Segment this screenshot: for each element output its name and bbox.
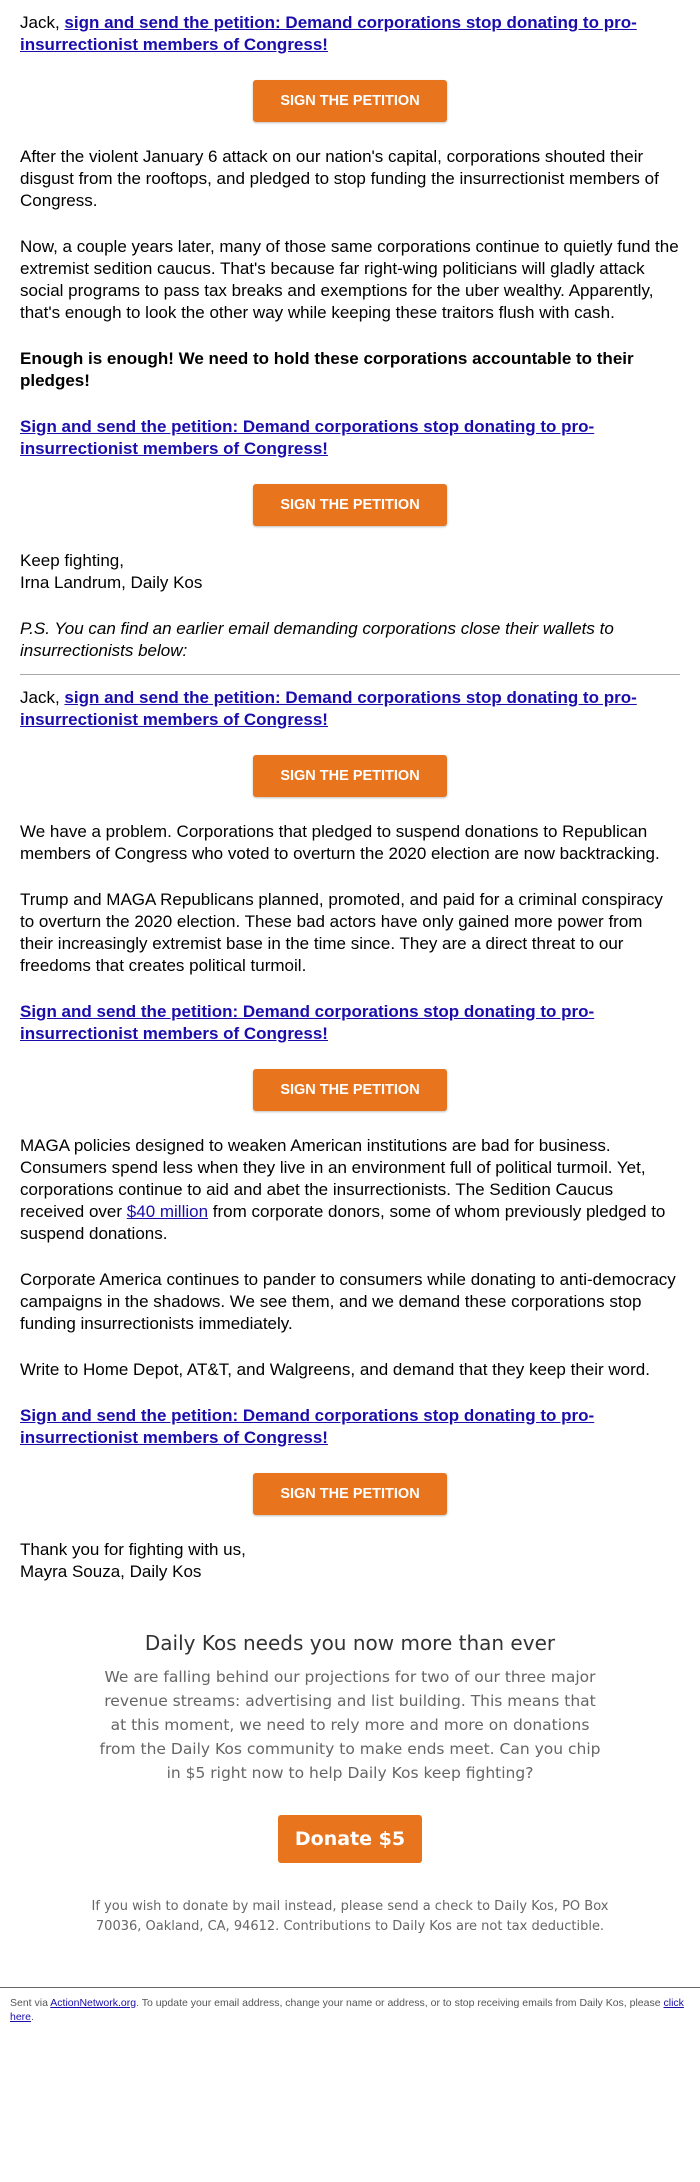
sign-petition-button-5[interactable]: SIGN THE PETITION [253, 1473, 447, 1515]
donate-button[interactable]: Donate $5 [278, 1815, 422, 1863]
sign-petition-button-3[interactable]: SIGN THE PETITION [253, 755, 447, 797]
paragraph: Write to Home Depot, AT&T, and Walgreens, and demand that they keep their word. [20, 1360, 650, 1379]
donation-appeal [20, 1631, 680, 1937]
paragraph-text: from corporate donors, some of whom previously pledged to suspend donations. [20, 1202, 666, 1243]
appeal-body: We are falling behind our projections for two of our three major revenue streams: advertising and list building. This means that at this moment, we need to rely more and more on donations from the Daily Kos community to make ends meet. Can you chip in $5 right now to help Daily Kos keep fighting? [99, 1668, 601, 1782]
footer-text: Sent via [10, 1997, 51, 2009]
greeting-line [20, 687, 680, 731]
footer [0, 1987, 700, 2032]
paragraph: Trump and MAGA Republicans planned, promoted, and paid for a criminal conspiracy to overturn the 2020 election. These bad actors have only gained more power from their increasingly extremist base in the time since. They are a direct threat to our freedoms that creates political turmoil. [20, 890, 663, 975]
email-body [20, 0, 680, 1937]
divider [20, 674, 680, 675]
footer-text: . [31, 2011, 34, 2023]
signoff-line: Keep fighting, [20, 551, 124, 570]
footer-text: . To update your email address, change your name or address, or to stop receiving emails from Daily Kos, please [136, 1997, 664, 2009]
signoff-line: Thank you for fighting with us, [20, 1540, 246, 1559]
petition-link-1[interactable]: sign and send the petition: Demand corporations stop donating to pro-insurrectionist members of Congress! [20, 13, 637, 54]
paragraph-text: MAGA policies designed to weaken American institutions are bad for business. Consumers spend less when they live in an environment full of political turmoil. Yet, corporations continue to aid and abet the insurrectionists. The Sedition Caucus received over [20, 1136, 646, 1221]
unsubscribe-link[interactable]: click here [10, 1997, 684, 2023]
paragraph [20, 1135, 680, 1245]
bold-callout: Enough is enough! We need to hold these corporations accountable to their pledges! [20, 349, 634, 390]
sign-petition-button-4[interactable]: SIGN THE PETITION [253, 1069, 447, 1111]
petition-link-5[interactable]: Sign and send the petition: Demand corporations stop donating to pro-insurrectionist members of Congress! [20, 1406, 595, 1447]
forty-million-link[interactable]: $40 million [126, 1202, 209, 1221]
signoff-name: Irna Landrum, Daily Kos [20, 573, 203, 592]
action-network-link[interactable]: ActionNetwork.org [50, 1997, 137, 2009]
signoff-name: Mayra Souza, Daily Kos [20, 1562, 202, 1581]
paragraph: Now, a couple years later, many of those same corporations continue to quietly fund the extremist sedition caucus. That's because far right-wing politicians will gladly attack social programs to pass tax breaks and exemptions for the uber wealthy. Apparently, that's enough to look the other way while keeping these traitors flush with cash. [20, 237, 679, 322]
paragraph: Corporate America continues to pander to consumers while donating to anti-democracy campaigns in the shadows. We see them, and we demand these corporations stop funding insurrectionists immediately. [20, 1270, 676, 1333]
paragraph: We have a problem. Corporations that pledged to suspend donations to Republican members of Congress who voted to overturn the 2020 election are now backtracking. [20, 822, 660, 863]
paragraph: After the violent January 6 attack on our nation's capital, corporations shouted their disgust from the rooftops, and pledged to stop funding the insurrectionist members of Congress. [20, 147, 659, 210]
appeal-title: Daily Kos needs you now more than ever [144, 1631, 556, 1655]
ps-note: P.S. You can find an earlier email demanding corporations close their wallets to insurrectionists below: [20, 619, 614, 660]
petition-link-3[interactable]: sign and send the petition: Demand corporations stop donating to pro-insurrectionist members of Congress! [20, 688, 637, 729]
greeting-line [20, 12, 680, 56]
greeting: Jack, [20, 13, 60, 32]
greeting: Jack, [20, 688, 60, 707]
petition-link-2[interactable]: Sign and send the petition: Demand corporations stop donating to pro-insurrectionist members of Congress! [20, 417, 595, 458]
sign-petition-button-1[interactable]: SIGN THE PETITION [253, 80, 447, 122]
mail-donation-note: If you wish to donate by mail instead, please send a check to Daily Kos, PO Box 70036, Oakland, CA, 94612. Contributions to Daily Kos are not tax deductible. [91, 1899, 609, 1934]
sign-petition-button-2[interactable]: SIGN THE PETITION [253, 484, 447, 526]
petition-link-4[interactable]: Sign and send the petition: Demand corporations stop donating to pro-insurrectionist members of Congress! [20, 1002, 595, 1043]
